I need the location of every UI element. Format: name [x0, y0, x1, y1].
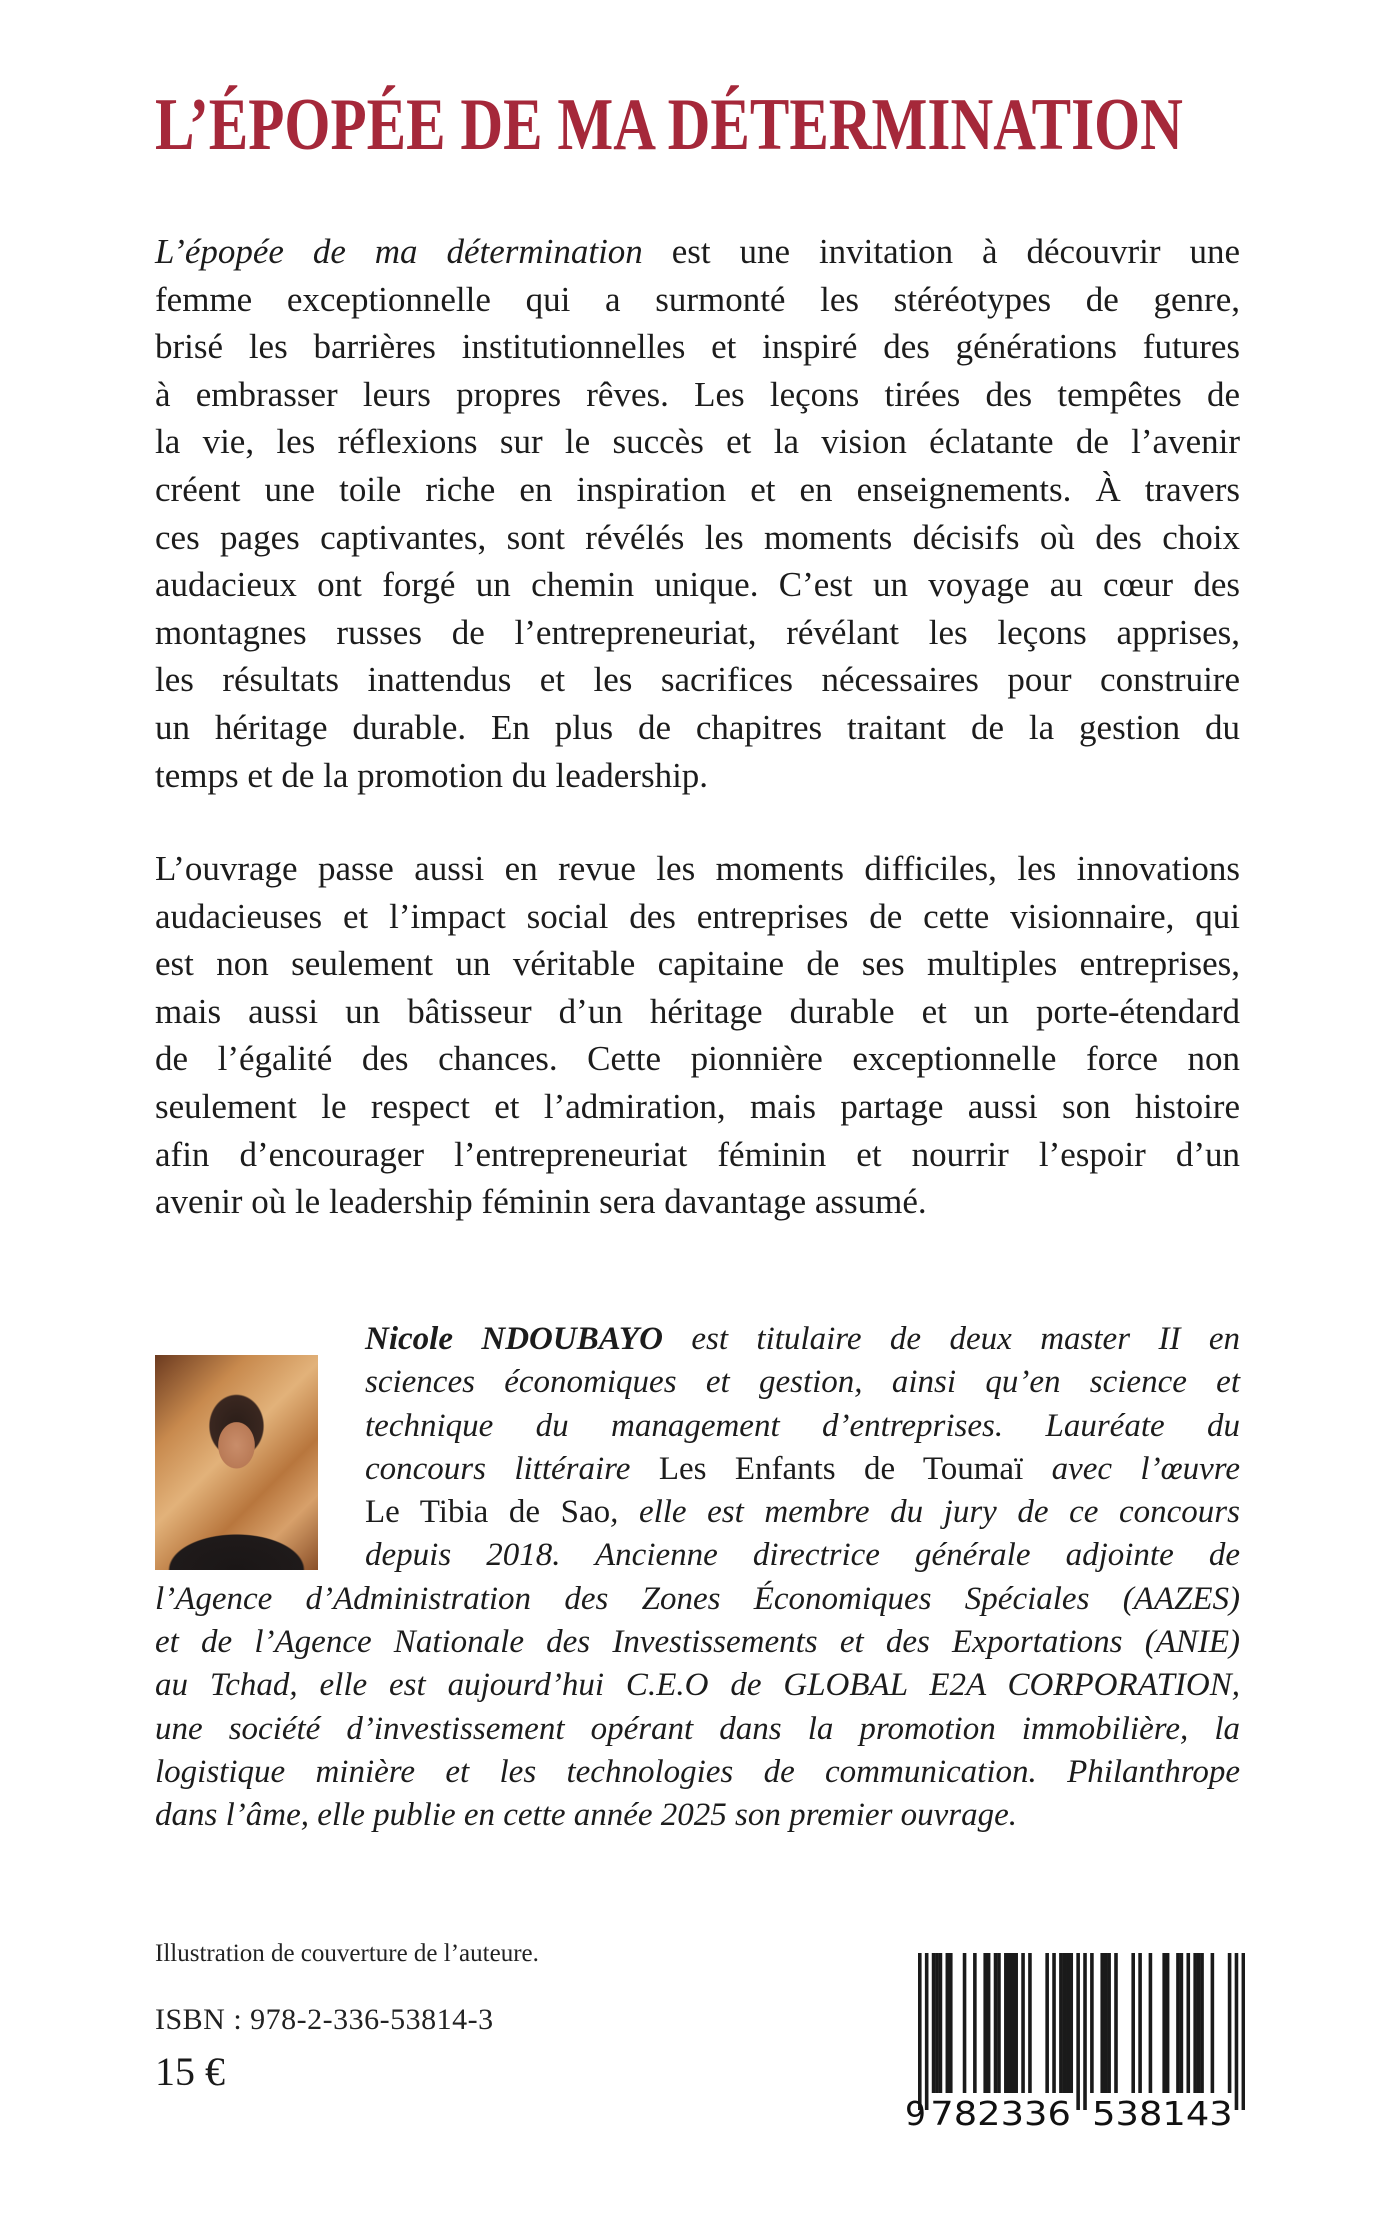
bio-text: , elle est membre du jury de ce concours [610, 1494, 1240, 1531]
bio-line [155, 1448, 1240, 1491]
text-line: mais aussi un bâtisseur d’un héritage durable et un porte-étendard [155, 991, 1240, 1031]
bio-line [155, 1534, 1240, 1577]
price: 15 € [155, 2049, 225, 2094]
bio-text: depuis 2018. Ancienne directrice générale adjointe de [365, 1537, 1240, 1574]
bio-text: une société d’investissement opérant dans la promotion immobilière, la [155, 1710, 1240, 1747]
bio-text: au Tchad, elle est aujourd’hui C.E.O de GLOBAL E2A CORPORATION, [155, 1667, 1240, 1704]
text-line: la vie, les réflexions sur le succès et la vision éclatante de l’avenir [155, 422, 1240, 462]
text-line: afin d’encourager l’entrepreneuriat féminin et nourrir l’espoir d’un [155, 1134, 1240, 1174]
text-line: montagnes russes de l’entrepreneuriat, révélant les leçons apprises, [155, 612, 1240, 652]
barcode-right-digits: 538143 [1092, 2094, 1233, 2133]
work-title: Les Enfants de Toumaï [658, 1450, 1024, 1487]
illustration-credit: Illustration de couverture de l’auteure. [155, 1940, 539, 1967]
text-line: un héritage durable. En plus de chapitres traitant de la gestion du [155, 707, 1240, 747]
text-line: de l’égalité des chances. Cette pionnière exceptionnelle force non [155, 1039, 1240, 1079]
bio-line [155, 1361, 1240, 1404]
synopsis-paragraph-2 [155, 845, 1240, 1226]
text-line: temps et de la promotion du leadership. [155, 755, 709, 795]
bio-line [155, 1578, 1240, 1621]
bio-text: est titulaire de deux master II en [662, 1321, 1240, 1357]
bio-line [155, 1751, 1240, 1794]
book-title: L’ÉPOPÉE DE MA DÉTERMINATION [155, 84, 1183, 166]
work-title: Le Tibia de Sao [365, 1494, 611, 1531]
book-title-italic: L’épopée de ma détermination [155, 232, 643, 271]
text-line: audacieuses et l’impact social des entreprises de cette visionnaire, qui [155, 896, 1240, 936]
bio-text: sciences économiques et gestion, ainsi qu’en science et [365, 1364, 1240, 1401]
author-name: Nicole NDOUBAYO [365, 1321, 663, 1357]
bio-line [155, 1621, 1240, 1664]
text-line: femme exceptionnelle qui a surmonté les stéréotypes de genre, [155, 279, 1240, 319]
synopsis-paragraph-1 [155, 228, 1240, 799]
bio-line [155, 1491, 1240, 1534]
text-line: brisé les barrières institutionnelles et inspiré des générations futures [155, 327, 1240, 367]
text-line: L’ouvrage passe aussi en revue les moments difficiles, les innovations [155, 849, 1240, 888]
text-line: à embrasser leurs propres rêves. Les leçons tirées des tempêtes de [155, 374, 1240, 414]
bio-text: l’Agence d’Administration des Zones Économiques Spéciales (AAZES) [155, 1580, 1240, 1617]
isbn-barcode [905, 1953, 1245, 2133]
bio-text: concours littéraire [365, 1450, 659, 1487]
text-line: L’épopée de ma détermination est une invitation à découvrir une [155, 232, 1240, 271]
text-line: avenir où le leadership féminin sera davantage assumé. [155, 1182, 927, 1222]
bio-line [155, 1664, 1240, 1707]
bio-line [155, 1318, 1240, 1361]
bio-text: logistique minière et les technologies de communication. Philanthrope [155, 1753, 1240, 1790]
bio-text: et de l’Agence Nationale des Investissements et des Exportations (ANIE) [155, 1624, 1240, 1661]
bio-line [155, 1794, 1240, 1837]
text-line: seulement le respect et l’admiration, mais partage aussi son histoire [155, 1086, 1240, 1126]
text-line: ces pages captivantes, sont révélés les moments décisifs où des choix [155, 517, 1240, 557]
text-line: créent une toile riche en inspiration et en enseignements. À travers [155, 469, 1240, 509]
text-line: est non seulement un véritable capitaine de ses multiples entreprises, [155, 944, 1240, 984]
bio-line [155, 1405, 1240, 1448]
bio-text: avec l’œuvre [1023, 1450, 1240, 1487]
text-line: audacieux ont forgé un chemin unique. C’est un voyage au cœur des [155, 565, 1240, 605]
text-line: les résultats inattendus et les sacrifices nécessaires pour construire [155, 660, 1240, 700]
author-bio [155, 1318, 1240, 1838]
barcode-bars-icon [918, 1953, 1245, 2110]
barcode-lead-digit: 9 [905, 2094, 926, 2133]
isbn-number: ISBN : 978-2-336-53814-3 [155, 2003, 494, 2036]
bio-text: technique du management d’entreprises. Lauréate du [365, 1407, 1240, 1444]
barcode-left-digits: 782336 [930, 2094, 1071, 2133]
bio-text: dans l’âme, elle publie en cette année 2025 son premier ouvrage. [155, 1797, 1018, 1834]
bio-line [155, 1708, 1240, 1751]
